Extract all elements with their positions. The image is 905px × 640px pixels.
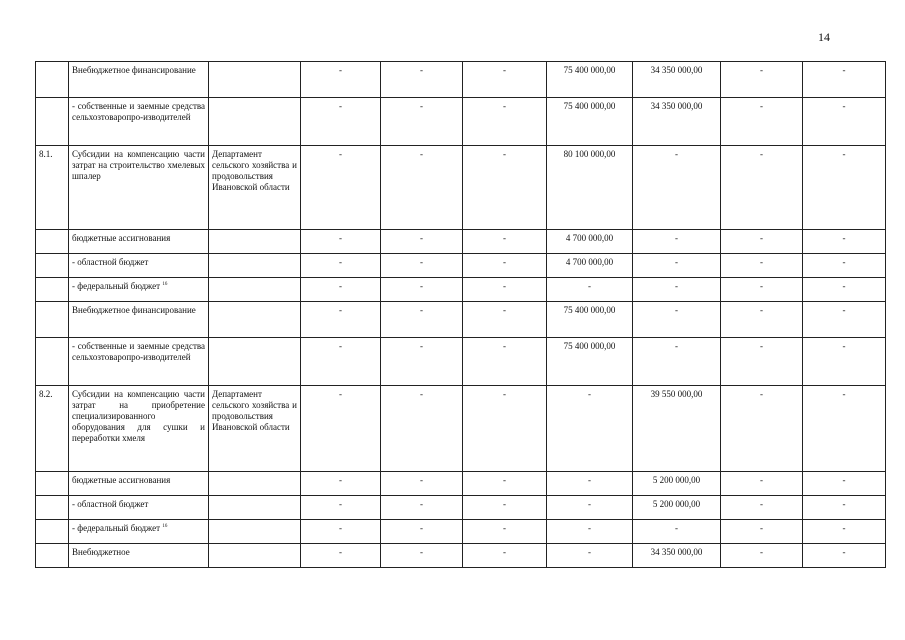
amount-cell: - bbox=[301, 254, 381, 278]
department-cell bbox=[209, 62, 301, 98]
amount-cell: - bbox=[803, 230, 886, 254]
amount-cell: 39 550 000,00 bbox=[633, 386, 721, 472]
table-row bbox=[36, 98, 886, 146]
amount-cell: - bbox=[381, 338, 463, 386]
amount-cell: - bbox=[547, 520, 633, 544]
amount-cell: - bbox=[463, 520, 547, 544]
amount-cell: - bbox=[463, 386, 547, 472]
description-text: - областной бюджет bbox=[72, 499, 149, 509]
description-cell bbox=[69, 472, 209, 496]
row-number-cell bbox=[36, 338, 69, 386]
amount-cell: - bbox=[633, 254, 721, 278]
amount-cell: - bbox=[721, 254, 803, 278]
table-row bbox=[36, 254, 886, 278]
description-text: Внебюджетное финансирование bbox=[72, 65, 196, 75]
amount-cell: - bbox=[633, 302, 721, 338]
description-text: бюджетные ассигнования bbox=[72, 233, 171, 243]
amount-cell: - bbox=[547, 386, 633, 472]
page-number: 14 bbox=[818, 30, 830, 44]
department-cell bbox=[209, 98, 301, 146]
amount-cell: 34 350 000,00 bbox=[633, 98, 721, 146]
amount-cell: - bbox=[381, 302, 463, 338]
row-number-cell: 8.1. bbox=[36, 146, 69, 230]
table-row bbox=[36, 496, 886, 520]
row-number-cell bbox=[36, 254, 69, 278]
amount-cell: - bbox=[301, 302, 381, 338]
description-text: Субсидии на компенсацию части затрат на приобретение специализированного оборудования для сушки и переработки хмеля bbox=[72, 389, 205, 443]
amount-cell: 5 200 000,00 bbox=[633, 496, 721, 520]
amount-cell: 5 200 000,00 bbox=[633, 472, 721, 496]
amount-cell: - bbox=[463, 62, 547, 98]
amount-cell: - bbox=[301, 386, 381, 472]
amount-cell: - bbox=[381, 544, 463, 568]
amount-cell: - bbox=[721, 302, 803, 338]
amount-cell: - bbox=[381, 230, 463, 254]
amount-cell: - bbox=[301, 278, 381, 302]
amount-cell: - bbox=[721, 62, 803, 98]
description-text: бюджетные ассигнования bbox=[72, 475, 171, 485]
amount-cell: 80 100 000,00 bbox=[547, 146, 633, 230]
description-cell bbox=[69, 338, 209, 386]
description-text: - собственные и заемные средства сельхозтоваропро-изводителей bbox=[72, 341, 205, 362]
row-number-cell bbox=[36, 472, 69, 496]
amount-cell: - bbox=[463, 98, 547, 146]
row-number-cell bbox=[36, 62, 69, 98]
amount-cell: - bbox=[547, 544, 633, 568]
description-cell bbox=[69, 98, 209, 146]
description-text: Внебюджетное bbox=[72, 547, 130, 557]
description-cell bbox=[69, 496, 209, 520]
table-row bbox=[36, 302, 886, 338]
amount-cell: - bbox=[721, 544, 803, 568]
description-cell bbox=[69, 254, 209, 278]
row-number-cell bbox=[36, 496, 69, 520]
amount-cell: 75 400 000,00 bbox=[547, 98, 633, 146]
amount-cell: - bbox=[633, 338, 721, 386]
amount-cell: - bbox=[803, 520, 886, 544]
amount-cell: - bbox=[633, 146, 721, 230]
description-text: - областной бюджет bbox=[72, 257, 149, 267]
amount-cell: 75 400 000,00 bbox=[547, 62, 633, 98]
amount-cell: - bbox=[301, 544, 381, 568]
description-cell bbox=[69, 520, 209, 544]
amount-cell: - bbox=[803, 544, 886, 568]
table-row bbox=[36, 338, 886, 386]
department-cell bbox=[209, 472, 301, 496]
amount-cell: - bbox=[463, 496, 547, 520]
amount-cell: - bbox=[633, 520, 721, 544]
amount-cell: - bbox=[633, 230, 721, 254]
amount-cell: - bbox=[803, 472, 886, 496]
description-cell bbox=[69, 386, 209, 472]
row-number-cell: 8.2. bbox=[36, 386, 69, 472]
description-text: - федеральный бюджет bbox=[72, 523, 161, 533]
amount-cell: - bbox=[463, 278, 547, 302]
amount-cell: - bbox=[803, 62, 886, 98]
description-cell bbox=[69, 302, 209, 338]
description-text: Внебюджетное финансирование bbox=[72, 305, 196, 315]
amount-cell: - bbox=[547, 496, 633, 520]
amount-cell: - bbox=[803, 278, 886, 302]
amount-cell: - bbox=[381, 472, 463, 496]
amount-cell: - bbox=[803, 496, 886, 520]
amount-cell: - bbox=[381, 386, 463, 472]
amount-cell: - bbox=[381, 254, 463, 278]
row-number-cell bbox=[36, 230, 69, 254]
table-row bbox=[36, 230, 886, 254]
amount-cell: - bbox=[721, 278, 803, 302]
department-cell bbox=[209, 230, 301, 254]
budget-table bbox=[35, 61, 886, 568]
table-row bbox=[36, 544, 886, 568]
amount-cell: - bbox=[381, 520, 463, 544]
amount-cell: - bbox=[721, 386, 803, 472]
amount-cell: 34 350 000,00 bbox=[633, 544, 721, 568]
footnote-marker: 16 bbox=[162, 282, 168, 287]
amount-cell: - bbox=[301, 146, 381, 230]
amount-cell: - bbox=[463, 230, 547, 254]
description-cell bbox=[69, 230, 209, 254]
row-number-cell bbox=[36, 544, 69, 568]
amount-cell: - bbox=[301, 338, 381, 386]
amount-cell: - bbox=[463, 338, 547, 386]
description-cell bbox=[69, 146, 209, 230]
amount-cell: - bbox=[463, 254, 547, 278]
department-cell bbox=[209, 278, 301, 302]
amount-cell: - bbox=[803, 386, 886, 472]
department-cell bbox=[209, 544, 301, 568]
description-cell bbox=[69, 62, 209, 98]
table-row bbox=[36, 62, 886, 98]
amount-cell: - bbox=[381, 146, 463, 230]
amount-cell: - bbox=[381, 278, 463, 302]
amount-cell: - bbox=[721, 496, 803, 520]
amount-cell: - bbox=[721, 146, 803, 230]
row-number-cell bbox=[36, 302, 69, 338]
description-text: - собственные и заемные средства сельхозтоваропро-изводителей bbox=[72, 101, 205, 122]
amount-cell: - bbox=[381, 98, 463, 146]
amount-cell: - bbox=[463, 302, 547, 338]
amount-cell: - bbox=[721, 472, 803, 496]
amount-cell: - bbox=[633, 278, 721, 302]
amount-cell: - bbox=[381, 496, 463, 520]
amount-cell: - bbox=[803, 146, 886, 230]
amount-cell: - bbox=[721, 520, 803, 544]
amount-cell: - bbox=[301, 496, 381, 520]
amount-cell: - bbox=[803, 98, 886, 146]
amount-cell: - bbox=[803, 254, 886, 278]
description-cell bbox=[69, 278, 209, 302]
department-cell: Департамент сельского хозяйства и продовольствия Ивановской области bbox=[209, 146, 301, 230]
amount-cell: - bbox=[547, 472, 633, 496]
table-row bbox=[36, 520, 886, 544]
table-row bbox=[36, 472, 886, 496]
department-cell bbox=[209, 302, 301, 338]
amount-cell: - bbox=[803, 302, 886, 338]
amount-cell: - bbox=[721, 338, 803, 386]
amount-cell: - bbox=[547, 278, 633, 302]
amount-cell: - bbox=[721, 230, 803, 254]
row-number-cell bbox=[36, 278, 69, 302]
department-cell bbox=[209, 338, 301, 386]
department-cell: Департамент сельского хозяйства и продовольствия Ивановской области bbox=[209, 386, 301, 472]
amount-cell: - bbox=[463, 146, 547, 230]
amount-cell: - bbox=[301, 62, 381, 98]
amount-cell: 34 350 000,00 bbox=[633, 62, 721, 98]
amount-cell: - bbox=[301, 520, 381, 544]
table-row bbox=[36, 278, 886, 302]
amount-cell: - bbox=[803, 338, 886, 386]
amount-cell: - bbox=[463, 544, 547, 568]
department-cell bbox=[209, 496, 301, 520]
description-text: Субсидии на компенсацию части затрат на строительство хмелевых шпалер bbox=[72, 149, 205, 181]
description-cell bbox=[69, 544, 209, 568]
amount-cell: - bbox=[301, 98, 381, 146]
amount-cell: - bbox=[301, 230, 381, 254]
table-row bbox=[36, 386, 886, 472]
amount-cell: - bbox=[381, 62, 463, 98]
footnote-marker: 16 bbox=[162, 524, 168, 529]
amount-cell: - bbox=[463, 472, 547, 496]
row-number-cell bbox=[36, 520, 69, 544]
row-number-cell bbox=[36, 98, 69, 146]
amount-cell: 75 400 000,00 bbox=[547, 338, 633, 386]
description-text: - федеральный бюджет bbox=[72, 281, 161, 291]
amount-cell: 4 700 000,00 bbox=[547, 254, 633, 278]
amount-cell: 4 700 000,00 bbox=[547, 230, 633, 254]
department-cell bbox=[209, 520, 301, 544]
amount-cell: 75 400 000,00 bbox=[547, 302, 633, 338]
table-row bbox=[36, 146, 886, 230]
department-cell bbox=[209, 254, 301, 278]
amount-cell: - bbox=[301, 472, 381, 496]
amount-cell: - bbox=[721, 98, 803, 146]
